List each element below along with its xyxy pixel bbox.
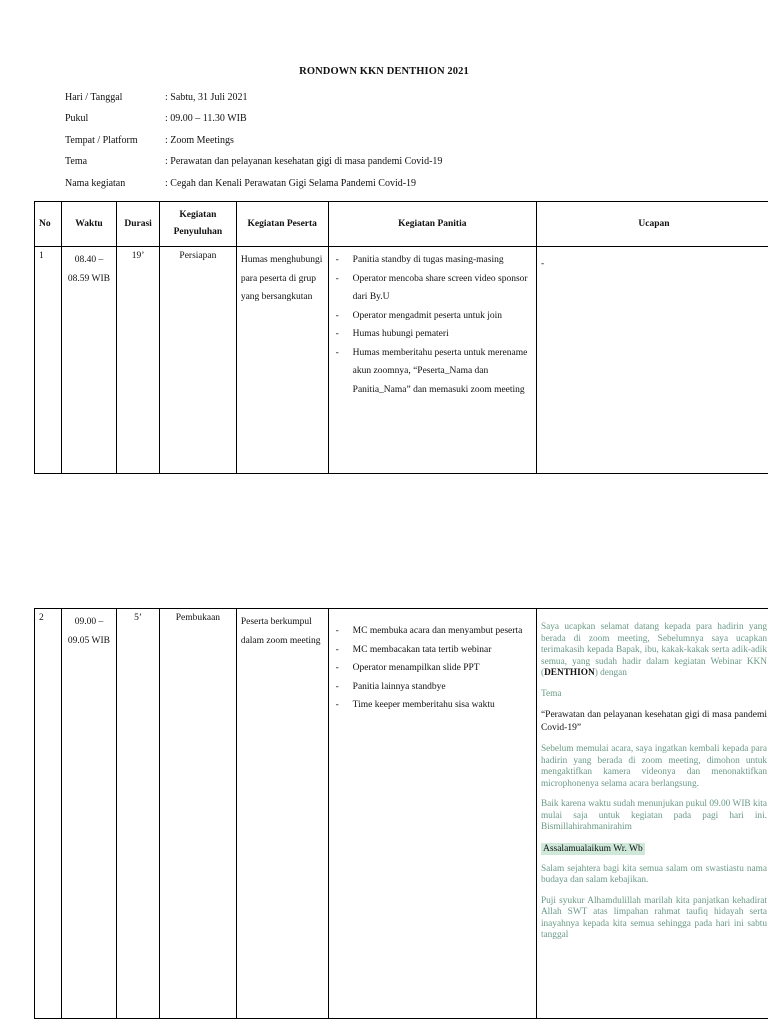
list-item: - Humas hubungi pemateri <box>333 325 532 344</box>
cell-kegiatan-penyuluhan: Persiapan <box>159 247 236 474</box>
info-label: Pukul <box>65 113 89 124</box>
ucapan-paragraph: Puji syukur Alhamdulillah marilah kita panjatkan kehadirat Allah SWT atas limpahan rahmat taufiq hidayah serta inayahnya kepada kita semua sehingga pada hari ini sabtu tanggal <box>540 895 767 940</box>
cell-waktu: 09.00 – 09.05 WIB <box>61 609 117 1019</box>
ucapan-paragraph: Sebelum memulai acara, saya ingatkan kembali kepada para hadirin yang berada di zoom meeting, dimohon untuk mengaktifkan kamera videonya dan menonaktifkan microphonenya selama acara berlangsung. <box>540 744 767 789</box>
cell-kegiatan-penyuluhan: Pembukaan <box>159 609 236 1019</box>
cell-ucapan: - <box>536 247 768 474</box>
info-label: Nama kegiatan <box>65 178 126 189</box>
cell-kegiatan-panitia <box>328 609 536 1019</box>
ucapan-content <box>541 622 767 1014</box>
list-item: - Operator menampilkan slide PPT <box>333 659 532 678</box>
ucapan-tema-label: Tema <box>540 688 562 699</box>
list-item: - Operator mencoba share screen video sponsor dari By.U <box>333 270 532 307</box>
header-durasi: Durasi <box>117 202 160 247</box>
info-label: Tema <box>65 156 88 167</box>
list-item: - Operator mengadmit peserta untuk join <box>333 307 532 326</box>
list-item: - Panitia standby di tugas masing-masing <box>333 251 532 270</box>
cell-kegiatan-panitia <box>328 247 536 474</box>
cell-no: 1 <box>35 247 62 474</box>
cell-kegiatan-peserta: Peserta berkumpul dalam zoom meeting <box>236 609 328 1019</box>
info-value: : 09.00 – 11.30 WIB <box>165 113 247 124</box>
rundown-table-1 <box>34 201 768 474</box>
panitia-list <box>333 251 532 399</box>
list-item: - Time keeper memberitahu sisa waktu <box>333 696 532 715</box>
list-item: - Humas memberitahu peserta untuk merename akun zoomnya, “Peserta_Nama dan Panitia_Nama” dan memasuki zoom meeting <box>333 344 532 400</box>
list-item: - MC membuka acara dan menyambut peserta <box>333 622 532 641</box>
info-label: Tempat / Platform <box>65 135 138 146</box>
cell-no: 2 <box>35 609 62 1019</box>
ucapan-salam: Assalamualaikum Wr. Wb <box>542 843 643 854</box>
cell-kegiatan-peserta: Humas menghubungi para peserta di grup yang bersangkutan <box>236 247 328 474</box>
header-kegiatan-penyuluhan: Kegiatan Penyuluhan <box>159 202 236 247</box>
info-label: Hari / Tanggal <box>65 92 123 103</box>
ucapan-paragraph: Baik karena waktu sudah menunjukan pukul 09.00 WIB kita mulai saja untuk kegiatan pada pagi hari ini. Bismillahirahmanirahim <box>540 799 767 832</box>
cell-durasi: 19’ <box>117 247 160 474</box>
info-value: : Sabtu, 31 Juli 2021 <box>165 92 248 103</box>
ucapan-bold-text: DENTHION <box>544 668 595 678</box>
info-value: : Zoom Meetings <box>165 135 234 146</box>
ucapan-text: Saya ucapkan selamat datang kepada para hadirin yang berada di zoom meeting, Sebelumnya saya ucapkan terimakasih kepada Bapak, ibu, kakak-kakak serta adik-adik semua, yang sudah hadir dalam kegiatan Webinar KKN ( <box>540 622 767 678</box>
panitia-list <box>333 622 532 715</box>
table-row <box>35 247 768 474</box>
cell-waktu: 08.40 – 08.59 WIB <box>61 247 117 474</box>
table-header-row <box>35 202 768 247</box>
list-item: - Panitia lainnya standbye <box>333 678 532 697</box>
rundown-table-2 <box>34 608 768 1019</box>
header-no: No <box>35 202 62 247</box>
cell-ucapan <box>536 609 768 1019</box>
ucapan-text: ) dengan <box>594 668 627 678</box>
ucapan-paragraph: Salam sejahtera bagi kita semua salam om swastiastu nama budaya dan salam kebajikan. <box>540 863 767 885</box>
header-kegiatan-panitia: Kegiatan Panitia <box>328 202 536 247</box>
ucapan-paragraph <box>541 622 767 680</box>
ucapan-tema-quote: “Perawatan dan pelayanan kesehatan gigi di masa pandemi Covid-19” <box>540 710 767 733</box>
cell-durasi: 5’ <box>117 609 160 1019</box>
header-ucapan: Ucapan <box>536 202 768 247</box>
info-value: : Perawatan dan pelayanan kesehatan gigi di masa pandemi Covid-19 <box>165 156 443 167</box>
table-row <box>35 609 768 1019</box>
info-value: : Cegah dan Kenali Perawatan Gigi Selama Pandemi Covid-19 <box>165 178 417 189</box>
ucapan-salam-line <box>541 843 767 855</box>
list-item: - MC membacakan tata tertib webinar <box>333 641 532 660</box>
header-waktu: Waktu <box>61 202 117 247</box>
document-title: RONDOWN KKN DENTHION 2021 <box>299 66 469 77</box>
header-kegiatan-peserta: Kegiatan Peserta <box>236 202 328 247</box>
